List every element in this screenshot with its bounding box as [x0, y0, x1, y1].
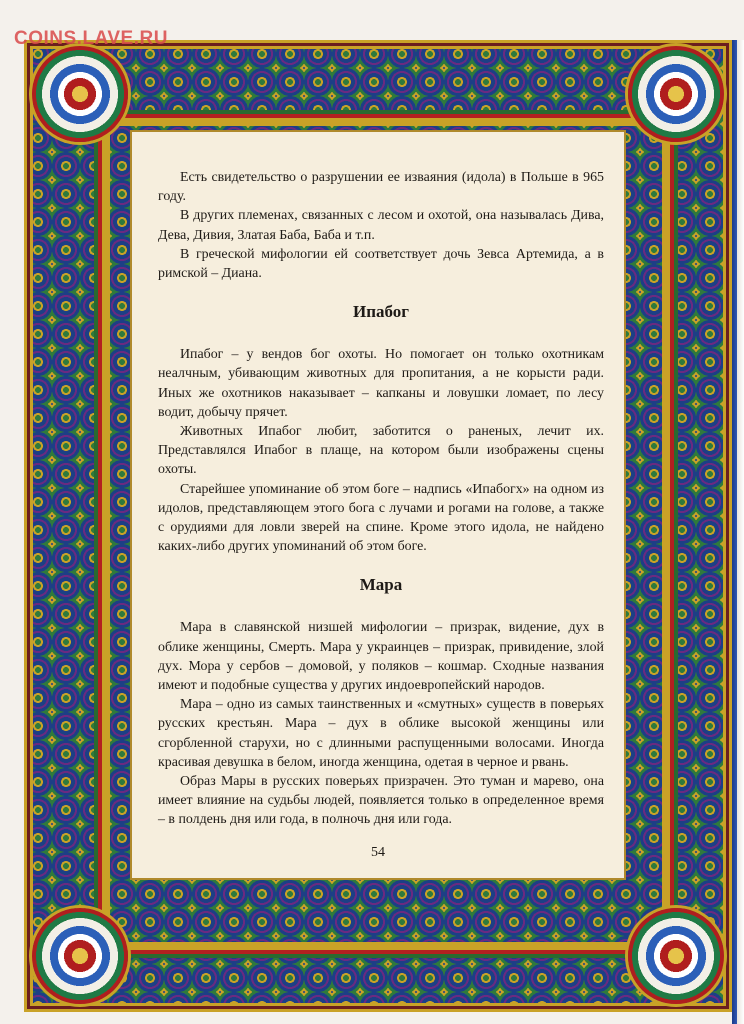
corner-medallion-bottom-left [32, 908, 128, 1004]
paragraph: Животных Ипабог любит, заботится о раненых, лечит их. Представлялся Ипабог в плаще, на котором были изображены сцены охоты. [158, 424, 604, 478]
section-heading-ipabog: Ипабог [352, 302, 409, 322]
paragraph: Мара – одно из самых таинственных и «смутных» существ в поверьях русских крестьян. Мара – дух в облике высокой женщины или сгорбленной старухи, но с длинными распущенными волосами. Иногда красивая девушка в белом, иногда женщина, одетая в черное и рвань. [158, 697, 604, 770]
paragraph: Образ Мары в русских поверьях призрачен. Это туман и марево, она имеет влияние на судьбы людей, появляется только в определенное время – в полдень дня или года, в полночь дня или года. [158, 774, 604, 828]
paragraph: Ипабог – у вендов бог охоты. Но помогает он только охотникам неалчным, убивающим животных для пропитания, а не корысти ради. Иных же охотников наказывает – капканы и ловушки ломает, по лесу водит, добычу прячет. [158, 347, 604, 420]
paragraph: В других племенах, связанных с лесом и охотой, она называлась Дива, Дева, Дивия, Златая Баба, Баба и т.п. [158, 208, 604, 243]
corner-medallion-top-right [628, 46, 724, 142]
corner-medallion-top-left [32, 46, 128, 142]
corner-medallion-bottom-right [628, 908, 724, 1004]
paragraph: Старейшее упоминание об этом боге – надпись «Ипабогх» на одном из идолов, представляющем этого бога с лучами и рогами на голове, а также с орудиями для ловли зверей на спине. Кроме этого идола, не найдено каких-либо других упоминаний об этом боге. [158, 481, 604, 555]
paragraph: Мара в славянской низшей мифологии – призрак, видение, дух в облике женщины, Смерть. Мара у украинцев – призрак, привидение, злой дух. Мора у сербов – домовой, у поляков – кошмар. Сходные названия имеют и подобные существа у других индоевропейский народов. [158, 620, 604, 694]
section-heading-mara: Мара [359, 575, 403, 595]
paragraph: Есть свидетельство о разрушении ее изваяния (идола) в Польше в 965 году. [158, 170, 604, 205]
next-page-edge [732, 40, 744, 1024]
page-number: 54 [371, 844, 385, 860]
text-panel [130, 130, 626, 880]
watermark: COINS.LAVE.RU [14, 28, 168, 49]
paragraph: В греческой мифологии ей соответствует дочь Зевса Артемида, а в римской – Диана. [158, 246, 604, 282]
